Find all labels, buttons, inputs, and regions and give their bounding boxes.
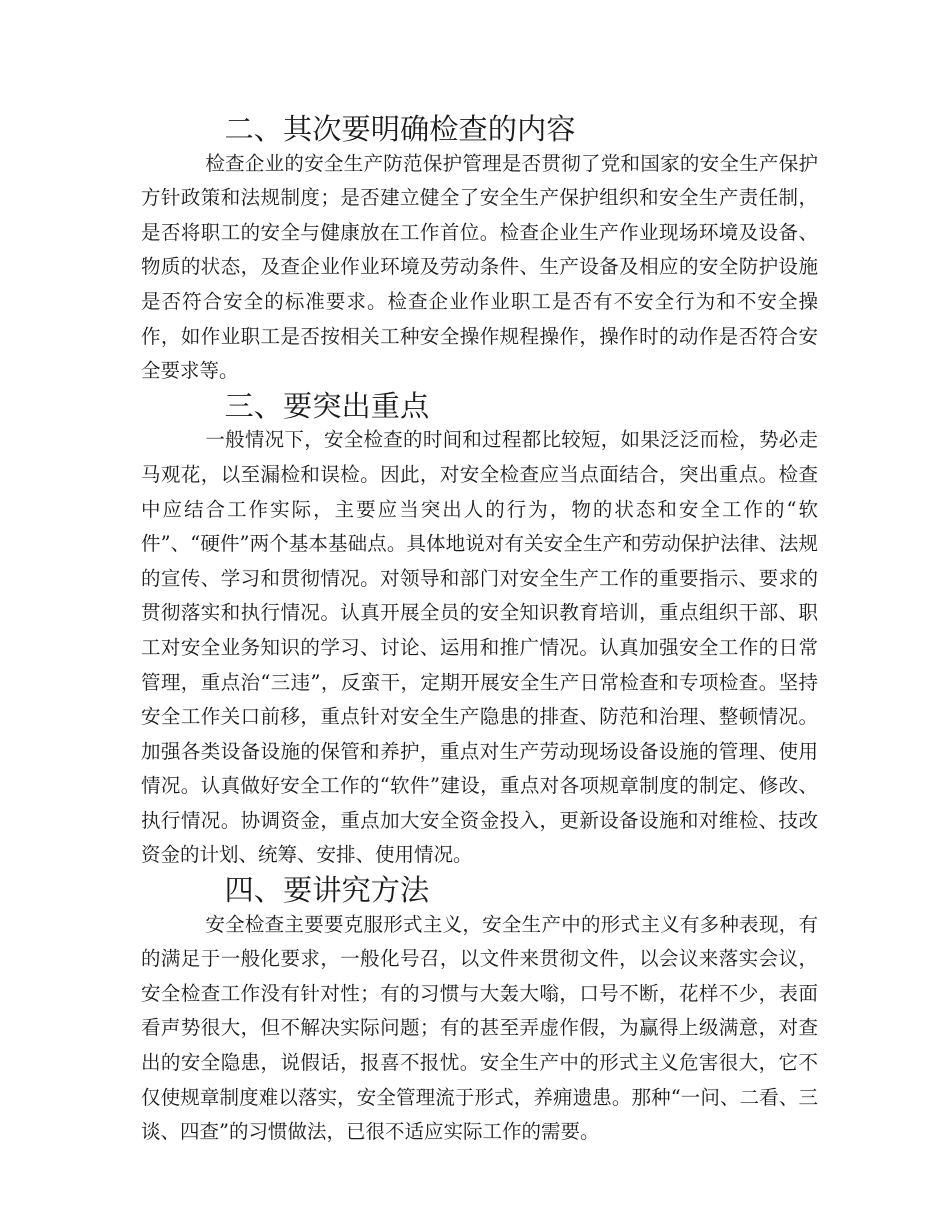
section-heading-method: 四、要讲究方法 <box>224 873 430 908</box>
section-body-method: 安全检查主要要克服形式主义，安全生产中的形式主义有多种表现，有的满足于一般化要求，一般化号召，以文件来贯彻文件，以会议来落实会议，安全检查工作没有针对性；有的习惯与大轰大嗡，口号不断，花样不少，表面看声势很大，但不解决实际问题；有的甚至弄虚作假，为赢得上级满意，对查出的安全隐患，说假话，报喜不报忧。安全生产中的形式主义危害很大，它不仅使规章制度难以落实，安全管理流于形式，养痈遗患。那种“一问、二看、三谈、四查”的习惯做法，已很不适应实际工作的需要。 <box>141 912 818 1144</box>
section-body-focus: 一般情况下，安全检查的时间和过程都比较短，如果泛泛而检，势必走马观花，以至漏检和误检。因此，对安全检查应当点面结合，突出重点。检查中应结合工作实际，主要应当突出人的行为，物的状态和安全工作的“软件”、“硬件”两个基本基础点。具体地说对有关安全生产和劳动保护法律、法规的宣传、学习和贯彻情况。对领导和部门对安全生产工作的重要指示、要求的贯彻落实和执行情况。认真开展全员的安全知识教育培训，重点组织干部、职工对安全业务知识的学习、讨论、运用和推广情况。认真加强安全工作的日常管理，重点治“三违”，反蛮干，定期开展安全生产日常检查和专项检查。坚持安全工作关口前移，重点针对安全生产隐患的排查、防范和治理、整顿情况。加强各类设备设施的保管和养护，重点对生产劳动现场设备设施的管理、使用情况。认真做好安全工作的“软件”建设，重点对各项规章制度的制定、修改、执行情况。协调资金，重点加大安全资金投入，更新设备设施和对维检、技改资金的计划、统筹、安排、使用情况。 <box>141 428 818 867</box>
section-body-content: 检查企业的安全生产防范保护管理是否贯彻了党和国家的安全生产保护方针政策和法规制度；是否建立健全了安全生产保护组织和安全生产责任制，是否将职工的安全与健康放在工作首位。检查企业生产作业现场环境及设备、物质的状态，及查企业作业环境及劳动条件、生产设备及相应的安全防护设施是否符合安全的标准要求。检查企业作业职工是否有不安全行为和不安全操作，如作业职工是否按相关工种安全操作规程操作，操作时的动作是否符合安全要求等。 <box>141 151 818 383</box>
section-heading-focus: 三、要突出重点 <box>224 388 430 423</box>
section-heading-content: 二、其次要明确检查的内容 <box>224 112 576 146</box>
